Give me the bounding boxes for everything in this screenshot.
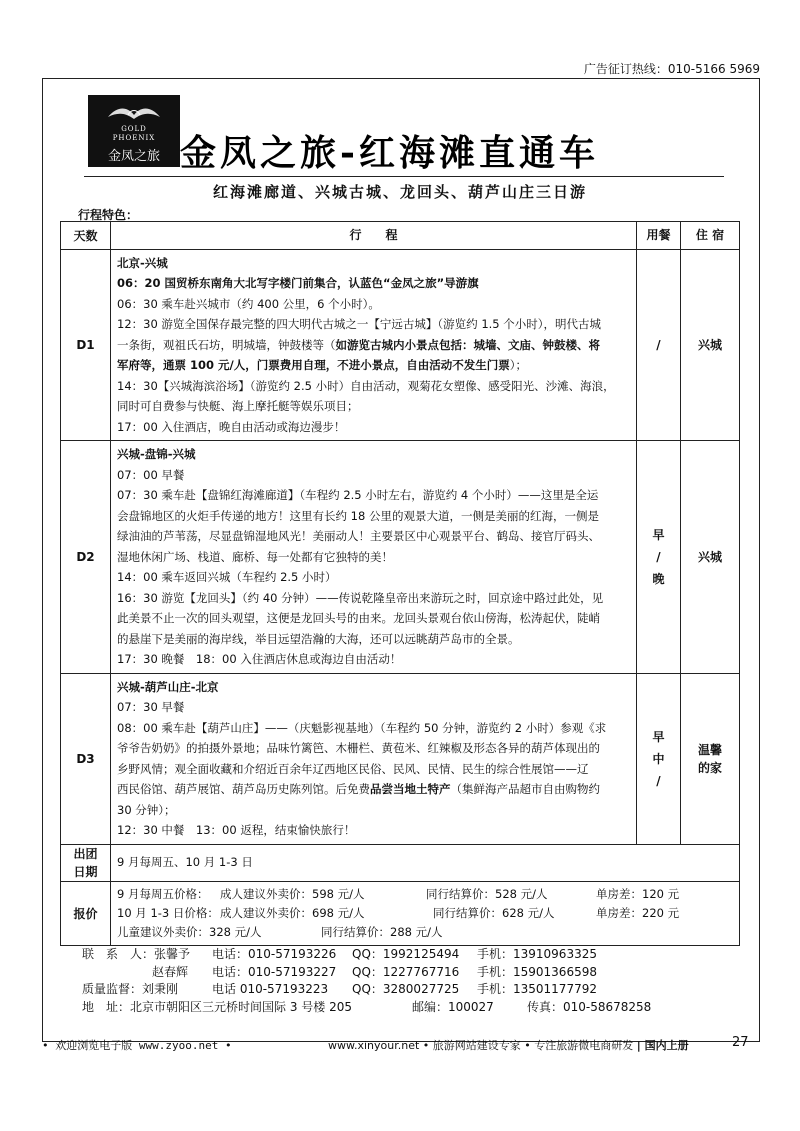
contact-qq: QQ：1227767716 — [352, 964, 460, 979]
page-title: 金凤之旅-红海滩直通车 — [180, 132, 599, 174]
schedule-line: 17：00 入住酒店，晚自由活动或海边漫步！ — [117, 419, 346, 434]
schedule-line: 17：30 晚餐 18：00 入住酒店休息或海边自由活动！ — [117, 652, 402, 666]
footer-section: 国内上册 — [644, 1039, 689, 1052]
hotel-d1: 兴城 — [681, 249, 740, 441]
schedule-line: 湿地休闲广场、栈道、廊桥、每一处都有它独特的美！ — [117, 549, 393, 564]
schedule-line: 16：30 游览【龙回头】（约 40 分钟）——传说乾隆皇帝出来游玩之时，回京途中路过此处，见 — [117, 590, 604, 605]
schedule-line: 乡野风情；观全面收藏和介绍近百余年辽西地区民俗、民风、民情、民生的综合性展馆——辽 — [117, 761, 589, 776]
price-period: 10 月 1-3 日价格： — [117, 905, 219, 920]
schedule-text: （集鲜海产品超市自由购物约 — [450, 782, 600, 796]
departure-value: 9 月每周五、10 月 1-3 日 — [111, 844, 740, 881]
price-child: 儿童建议外卖价：328 元/人 — [117, 924, 262, 939]
logo-text-phoenix: PHOENIX — [112, 134, 156, 142]
schedule-line: 30 分钟）； — [117, 802, 176, 817]
schedule-line: 12：30 中餐 13：00 返程，结束愉快旅行！ — [117, 823, 356, 837]
schedule-text-bold: 如游览古城内小景点包括：城墙、文庙、钟鼓楼、将 — [335, 337, 600, 352]
schedule-line: 14：30【兴城海滨浴场】（游览约 2.5 小时）自由活动，观菊花女塑像、感受阳光、沙滩、海浪， — [117, 378, 615, 393]
logo-text-gold: GOLD — [121, 125, 147, 133]
schedule-text: 一条街，观祖氏石坊，明城墙，钟鼓楼等（ — [117, 337, 336, 352]
schedule-line: 会盘锦地区的火炬手传递的地方！这里有长约 18 公里的观景大道，一侧是美丽的红海，一侧是 — [117, 508, 599, 523]
schedule-line: 此美景不止一次的回头观望，这便是龙回头号的由来。龙回头景观台依山傍海，松涛起伏，陡峭 — [117, 611, 600, 625]
meal-d3 — [637, 673, 681, 844]
table-row-d2 — [61, 441, 740, 674]
header-schedule: 行 程 — [111, 222, 637, 250]
schedule-line: 07：00 早餐 — [117, 467, 185, 482]
meal-text: 早 — [652, 527, 665, 542]
schedule-line: 爷爷告奶奶》的拍摄外景地；品味竹篱笆、木栅栏、黄苞米、红辣椒及形态各异的葫芦体现出的 — [117, 741, 600, 755]
hotel-text: 温馨 — [697, 742, 722, 757]
price-agent: 同行结算价：628 元/人 — [433, 905, 555, 920]
meal-text: / — [656, 773, 661, 788]
price-agent: 同行结算价：528 元/人 — [426, 886, 548, 901]
route-line: 北京-兴城 — [117, 255, 168, 270]
ad-hotline: 广告征订热线：010-5166 5969 — [583, 62, 760, 76]
header-meal: 用餐 — [637, 222, 681, 250]
footer-tagline-text: www.xinyour.net • 旅游网站建设专家 • 专注旅游微电商研发 — [328, 1039, 634, 1052]
header-day: 天数 — [61, 222, 111, 250]
price-line — [117, 923, 733, 942]
price-row — [61, 881, 740, 945]
price-adult: 成人建议外卖价：598 元/人 — [220, 886, 365, 901]
table-row-d3 — [61, 673, 740, 844]
departure-label-text: 日期 — [73, 864, 98, 879]
price-single: 单房差：120 元 — [596, 886, 680, 901]
price-adult: 成人建议外卖价：698 元/人 — [220, 905, 365, 920]
contact-qq: QQ：1992125494 — [352, 947, 460, 961]
schedule-line: 06：30 乘车赴兴城市（约 400 公里，6 个小时）。 — [117, 296, 380, 311]
schedule-text: ）； — [509, 358, 527, 372]
schedule-line: 07：30 乘车赴【盘锦红海滩廊道】（车程约 2.5 小时左右，游览约 4 个小时）——这里是全运 — [117, 488, 599, 502]
contact-person: 赵春辉 — [152, 964, 189, 979]
schedule-line: 12：30 游览全国保存最完整的四大明代古城之一【宁远古城】（游览约 1.5 个小时），明代古城 — [117, 317, 602, 331]
footer-separator: | — [636, 1039, 645, 1052]
meal-text: 晚 — [652, 571, 665, 586]
header-hotel: 住 宿 — [681, 222, 740, 250]
postcode: 邮编：100027 — [412, 999, 494, 1014]
hotel-d2: 兴城 — [681, 441, 740, 674]
price-line — [117, 885, 733, 904]
schedule-line — [117, 779, 630, 800]
schedule-text-bold: 军府等，通票 100 元/人，门票费用自理，不进小景点，自由活动不发生门票 — [117, 358, 510, 372]
schedule-line: 的悬崖下是美丽的海岸线，举目远望浩瀚的大海，还可以远眺葫芦岛市的全景。 — [117, 631, 520, 646]
itinerary-table — [60, 221, 740, 946]
schedule-line — [117, 355, 630, 376]
table-row-d1 — [61, 249, 740, 441]
contact-phone: 电话 010-57193223 — [212, 982, 329, 996]
day-d3: D3 — [61, 673, 111, 844]
phoenix-wings-icon — [88, 103, 180, 123]
route-line: 兴城-葫芦山庄-北京 — [117, 679, 219, 694]
schedule-d1 — [111, 249, 637, 441]
address: 地 址：北京市朝阳区三元桥时间国际 3 号楼 205 — [82, 999, 352, 1014]
schedule-line: 14：00 乘车返回兴城（车程约 2.5 小时） — [117, 570, 337, 584]
hotel-d3 — [681, 673, 740, 844]
day-d2: D2 — [61, 441, 111, 674]
route-line: 兴城-盘锦-兴城 — [117, 447, 196, 461]
logo-text-cn: 金凤之旅 — [107, 149, 160, 164]
schedule-line: 绿油油的芦苇荡，尽显盘锦湿地风光！美丽动人！主要景区中心观景平台、鹤岛、接官厅码头、 — [117, 529, 600, 543]
meal-d1: / — [637, 249, 681, 441]
fax: 传真：010-58678258 — [527, 999, 652, 1014]
meal-text: 中 — [652, 751, 665, 766]
quality-supervisor: 质量监督：刘秉刚 — [82, 982, 179, 996]
page-subtitle: 红海滩廊道、兴城古城、龙回头、葫芦山庄三日游 — [212, 183, 587, 201]
price-single: 单房差：220 元 — [596, 905, 680, 920]
hotel-text: 的家 — [697, 760, 722, 775]
price-period: 9 月每周五价格： — [117, 886, 209, 901]
schedule-line: 06：20 国贸桥东南角大北写字楼门前集合，认蓝色“金凤之旅”导游旗 — [117, 276, 479, 290]
contact-qq: QQ：3280027725 — [352, 982, 460, 996]
departure-label-text: 出团 — [73, 846, 98, 861]
contact-phone: 电话：010-57193227 — [212, 964, 337, 979]
schedule-line — [117, 335, 630, 356]
departure-row — [61, 844, 740, 881]
footer-tagline — [328, 1037, 689, 1053]
schedule-d3 — [111, 673, 637, 844]
schedule-text-bold: 品尝当地土特产 — [370, 782, 451, 796]
gold-phoenix-logo — [88, 95, 180, 167]
table-header-row — [61, 222, 740, 250]
price-details — [111, 881, 740, 945]
title-divider — [84, 176, 724, 177]
price-child-agent: 同行结算价：288 元/人 — [321, 924, 443, 939]
departure-label — [61, 844, 111, 881]
footer-website: • 欢迎浏览电子版 www.zyoo.net • — [42, 1039, 232, 1052]
day-d1: D1 — [61, 249, 111, 441]
contact-mobile: 手机：13501177792 — [477, 982, 597, 996]
contact-mobile: 手机：13910963325 — [477, 947, 597, 961]
meal-text: 早 — [652, 729, 665, 744]
meal-d2 — [637, 441, 681, 674]
page-number: 27 — [732, 1035, 749, 1050]
meal-text: / — [656, 549, 661, 564]
schedule-line: 07：30 早餐 — [117, 700, 185, 714]
feature-label: 行程特色： — [78, 208, 139, 222]
contact-person: 联 系 人：张馨予 — [82, 947, 191, 961]
schedule-line: 同时可自费参与快艇、海上摩托艇等娱乐项目； — [117, 399, 359, 413]
price-line — [117, 904, 733, 923]
schedule-text: 西民俗馆、葫芦展馆、葫芦岛历史陈列馆。后免费 — [117, 782, 370, 796]
schedule-line: 08：00 乘车赴【葫芦山庄】——（庆魁影视基地）（车程约 50 分钟，游览约 2 小时）参观《求 — [117, 720, 607, 735]
price-label: 报价 — [61, 881, 111, 945]
contact-phone: 电话：010-57193226 — [212, 947, 337, 961]
schedule-d2 — [111, 441, 637, 674]
contact-mobile: 手机：15901366598 — [477, 964, 597, 979]
